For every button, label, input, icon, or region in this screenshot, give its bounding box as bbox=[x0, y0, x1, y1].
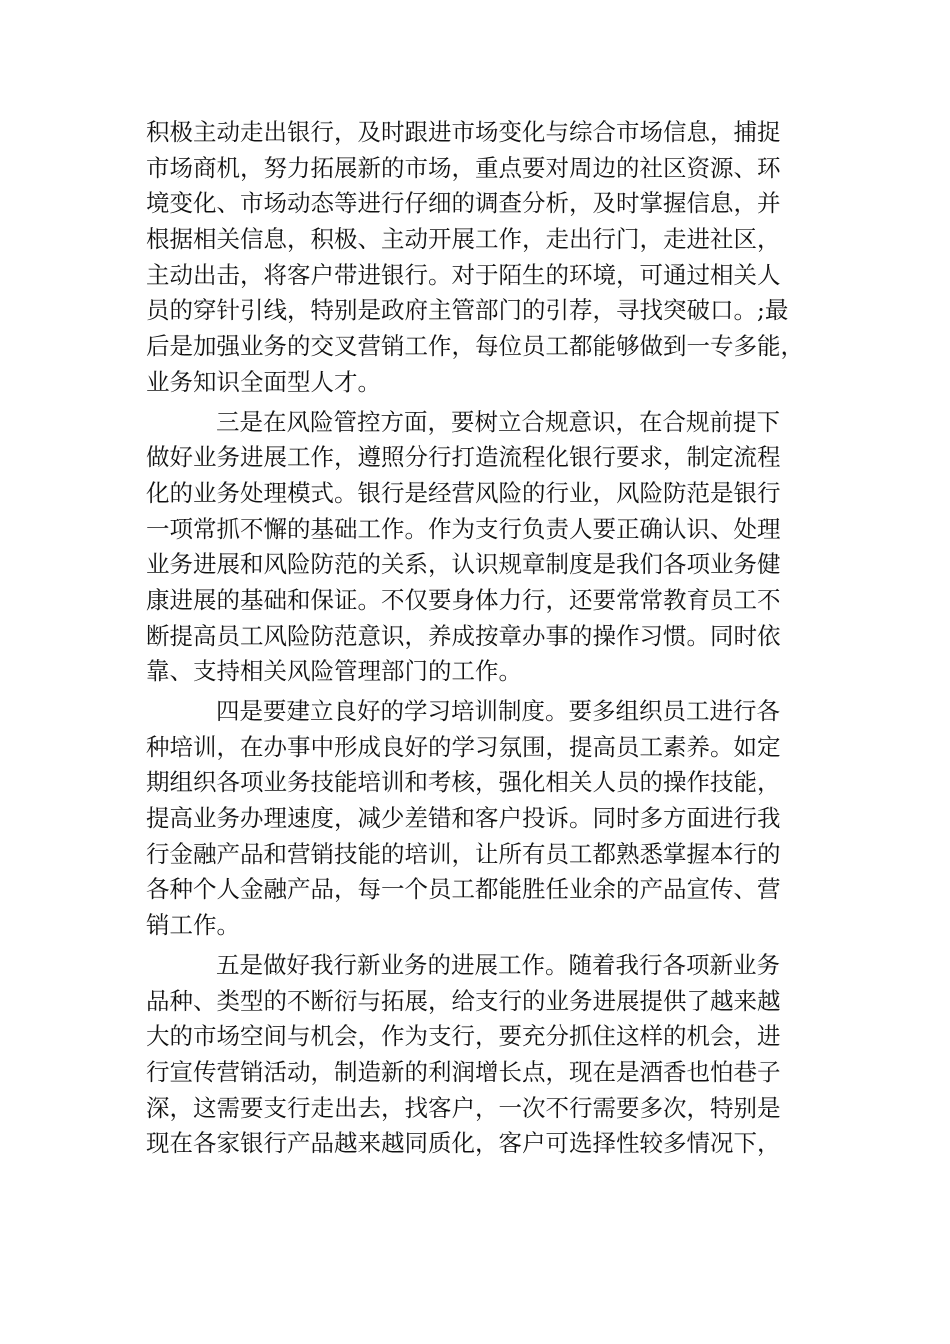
text-line: 境变化、市场动态等进行仔细的调查分析，及时掌握信息，并 bbox=[146, 189, 781, 218]
text-line: 行宣传营销活动，制造新的利润增长点，现在是酒香也怕巷子 bbox=[146, 1057, 781, 1086]
text-line: 员的穿针引线，特别是政府主管部门的引荐，寻找突破口。;最 bbox=[146, 296, 789, 325]
text-line: 业务知识全面型人才。 bbox=[146, 367, 381, 396]
paragraph-3 bbox=[146, 694, 806, 944]
paragraph-4 bbox=[146, 948, 806, 1162]
text-line: 现在各家银行产品越来越同质化，客户可选择性较多情况下， bbox=[146, 1129, 781, 1158]
text-line-indented: 三是在风险管控方面，要树立合规意识，在合规前提下 bbox=[216, 407, 780, 436]
text-line: 断提高员工风险防范意识，养成按章办事的操作习惯。同时依 bbox=[146, 621, 781, 650]
text-line: 行金融产品和营销技能的培训，让所有员工都熟悉掌握本行的 bbox=[146, 839, 781, 868]
text-line: 大的市场空间与机会，作为支行，要充分抓住这样的机会，进 bbox=[146, 1022, 781, 1051]
document-body bbox=[146, 115, 806, 1162]
text-line: 一项常抓不懈的基础工作。作为支行负责人要正确认识、处理 bbox=[146, 514, 781, 543]
text-line: 市场商机，努力拓展新的市场，重点要对周边的社区资源、环 bbox=[146, 153, 781, 182]
text-line: 根据相关信息，积极、主动开展工作，走出行门，走进社区， bbox=[146, 225, 781, 254]
text-line: 积极主动走出银行，及时跟进市场变化与综合市场信息，捕捉 bbox=[146, 118, 781, 146]
text-line-indented: 四是要建立良好的学习培训制度。要多组织员工进行各 bbox=[216, 697, 780, 725]
text-line: 后是加强业务的交叉营销工作，每位员工都能够做到一专多能， bbox=[146, 332, 804, 361]
text-line: 化的业务处理模式。银行是经营风险的行业，风险防范是银行 bbox=[146, 478, 781, 507]
text-line: 康进展的基础和保证。不仅要身体力行，还要常常教育员工不 bbox=[146, 585, 781, 614]
text-line: 期组织各项业务技能培训和考核，强化相关人员的操作技能， bbox=[146, 768, 781, 797]
text-line: 品种、类型的不断衍与拓展，给支行的业务进展提供了越来越 bbox=[146, 986, 781, 1015]
paragraph-2 bbox=[146, 405, 806, 691]
text-line: 业务进展和风险防范的关系，认识规章制度是我们各项业务健 bbox=[146, 550, 781, 579]
text-line: 做好业务进展工作，遵照分行打造流程化银行要求，制定流程 bbox=[146, 443, 781, 472]
text-line: 种培训，在办事中形成良好的学习氛围，提高员工素养。如定 bbox=[146, 732, 781, 761]
text-line: 各种个人金融产品，每一个员工都能胜任业余的产品宣传、营 bbox=[146, 875, 781, 904]
text-line: 深，这需要支行走出去，找客户，一次不行需要多次，特别是 bbox=[146, 1093, 781, 1122]
text-line-indented: 五是做好我行新业务的进展工作。随着我行各项新业务 bbox=[216, 950, 780, 979]
text-line: 主动出击，将客户带进银行。对于陌生的环境，可通过相关人 bbox=[146, 260, 781, 289]
text-line: 靠、支持相关风险管理部门的工作。 bbox=[146, 657, 522, 686]
text-line: 提高业务办理速度，减少差错和客户投诉。同时多方面进行我 bbox=[146, 804, 781, 833]
text-line: 销工作。 bbox=[146, 911, 240, 940]
paragraph-1 bbox=[146, 115, 806, 401]
